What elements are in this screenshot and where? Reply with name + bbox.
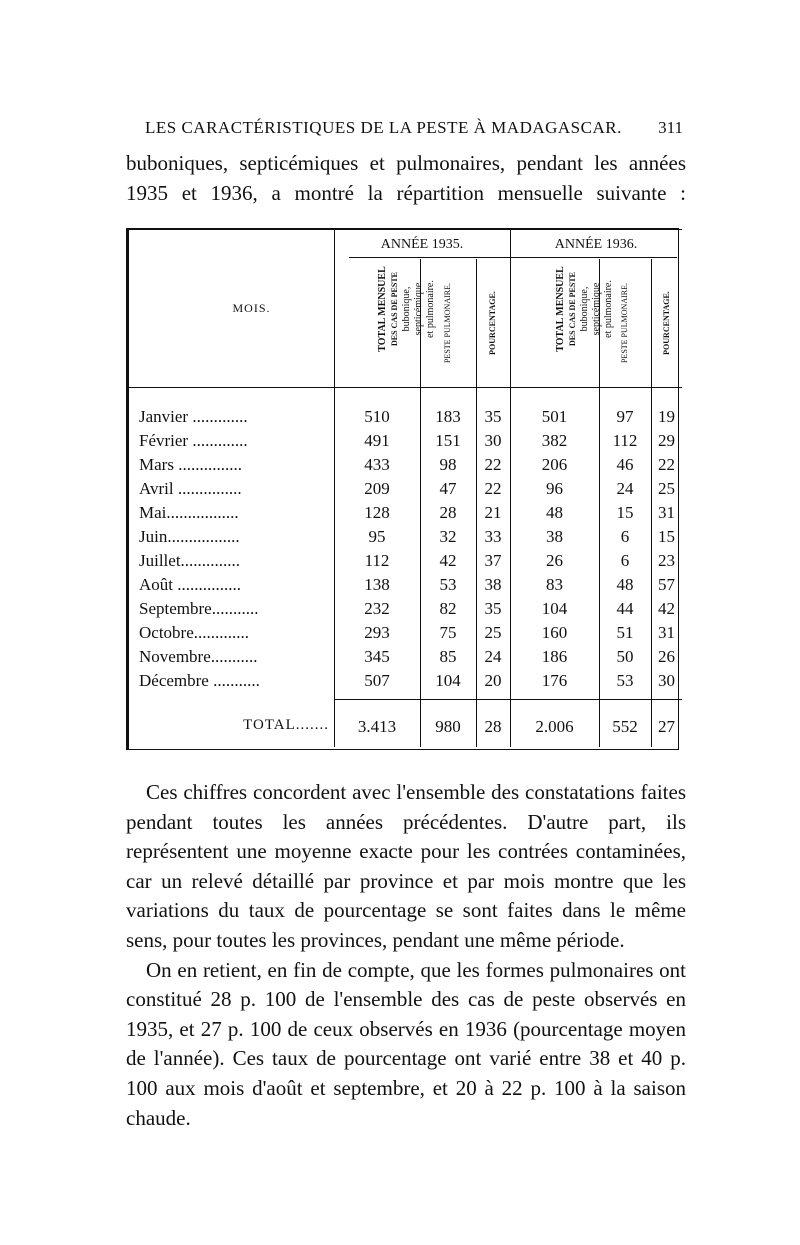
table-row <box>129 431 682 455</box>
pulm-1936-cell: 46 <box>616 455 634 474</box>
running-title: LES CARACTÉRISTIQUES DE LA PESTE À MADAGASCAR. <box>145 118 622 137</box>
pulm-1936-cell: 15 <box>616 503 634 522</box>
pulm-1936-cell: 6 <box>620 527 630 546</box>
table-row <box>129 503 682 527</box>
total-1935-cell: 345 <box>364 647 390 666</box>
pct-1935-cell: 37 <box>484 551 502 570</box>
pulm-1936-cell: 44 <box>616 599 634 618</box>
total-1936-cell: 176 <box>541 671 568 690</box>
col-total-line3: bubonique, <box>579 286 590 332</box>
pct-1936-cell: 42 <box>658 599 675 618</box>
pulm-1935-cell: 104 <box>435 671 461 690</box>
pulm-1936-cell: 97 <box>616 407 634 426</box>
pct-1935-cell: 22 <box>484 455 502 474</box>
intro-line-2: 1935 et 1936, a montré la répartition mensuelle suivante : <box>126 181 686 205</box>
total-row <box>129 717 682 741</box>
total-1936-cell: 382 <box>541 431 568 450</box>
month-cell: Mars ............... <box>139 455 242 474</box>
pulm-1935-cell: 85 <box>439 647 457 666</box>
running-header <box>145 118 683 144</box>
table-row <box>129 623 682 647</box>
col-total-line4: septicémique <box>413 282 424 336</box>
pulm-1936-cell: 50 <box>616 647 634 666</box>
pulm-1936-cell: 24 <box>616 479 634 498</box>
pulm-1935-cell: 75 <box>439 623 457 642</box>
month-cell: Octobre............. <box>139 623 250 642</box>
col-pulm-1936-header: PESTE PULMONAIRE. <box>620 283 629 364</box>
pulm-1936-cell: 112 <box>612 431 638 450</box>
pulm-1935-cell: 980 <box>435 717 461 736</box>
intro-line-1: buboniques, septicémiques et pulmonaires, pendant les années <box>126 151 686 175</box>
pulm-1935-cell: 82 <box>439 599 457 618</box>
pulm-1935-cell: 53 <box>439 575 457 594</box>
page-number: 311 <box>658 118 683 137</box>
total-1935-cell: 95 <box>368 527 386 546</box>
pulm-1935-cell: 151 <box>435 431 461 450</box>
pulm-1936-cell: 51 <box>616 623 634 642</box>
col-total-line5: et pulmonaire. <box>425 280 436 338</box>
pulm-1935-cell: 183 <box>435 407 461 426</box>
pct-1935-cell: 38 <box>484 575 502 594</box>
col-total-line2: DES CAS DE PESTE <box>568 271 577 347</box>
month-cell: Février ............. <box>139 431 248 450</box>
pct-1936-cell: 26 <box>658 647 675 666</box>
pct-1935-cell: 22 <box>484 479 502 498</box>
col-pulm-1935-header: PESTE PULMONAIRE. <box>443 283 452 364</box>
col-pct-1936-header: POURCENTAGE. <box>662 291 671 355</box>
total-1936-cell: 38 <box>546 527 563 546</box>
col-pct-1935-header: POURCENTAGE. <box>488 291 497 355</box>
pct-1936-cell: 25 <box>658 479 675 498</box>
pct-1935-cell: 35 <box>484 407 502 426</box>
pulm-1936-cell: 48 <box>616 575 634 594</box>
table-row <box>129 599 682 623</box>
month-cell: Janvier ............. <box>139 407 248 426</box>
col-total-line5: et pulmonaire. <box>603 280 614 338</box>
year-1935-header: ANNÉE 1935. <box>380 237 464 252</box>
month-cell: Mai................. <box>139 503 239 522</box>
col-total-line4: septicémique <box>591 282 602 336</box>
total-1935-cell: 112 <box>364 551 390 570</box>
total-rule <box>334 699 682 700</box>
total-1936-cell: 83 <box>546 575 563 594</box>
total-1936-cell: 186 <box>541 647 568 666</box>
paragraph-2: On en retient, en fin de compte, que les formes pulmonaires ont constitué 28 p. 100 de l'ensemble des cas de peste observés en 1935, et 27 p. 100 de ceux observés en 1936 (pourcentage moyen de l'année). Ces taux de pourcentage ont varié entre 38 et 40 p. 100 aux mois d'août et septembre, et 20 à 22 p. 100 à la saison chaude. <box>126 957 686 1130</box>
total-1935-cell: 128 <box>364 503 390 522</box>
total-1935-cell: 491 <box>364 431 390 450</box>
table-row <box>129 647 682 671</box>
pct-1936-cell: 23 <box>658 551 675 570</box>
month-cell: Juillet.............. <box>139 551 241 570</box>
pct-1936-cell: 19 <box>658 407 675 426</box>
total-1935-cell: 138 <box>364 575 390 594</box>
pulm-1936-cell: 53 <box>616 671 634 690</box>
total-label: TOTAL....... <box>243 717 329 733</box>
total-1936-cell: 48 <box>546 503 563 522</box>
pct-1935-cell: 25 <box>484 623 502 642</box>
total-1935-cell: 293 <box>364 623 390 642</box>
pulm-1935-cell: 98 <box>439 455 457 474</box>
month-cell: Avril ............... <box>139 479 242 498</box>
total-1935-cell: 433 <box>364 455 390 474</box>
total-1936-cell: 206 <box>541 455 568 474</box>
table-row <box>129 455 682 479</box>
col-total-line1: TOTAL MENSUEL <box>377 266 388 352</box>
paragraph-1: Ces chiffres concordent avec l'ensemble des constatations faites pendant toutes les années précédentes. D'autre part, ils représentent une moyenne exacte pour les contrées contaminées, car un relevé détaillé par province et par mois montre que les variations du taux de pourcentage se sont faites dans le même sens, pour toutes les provinces, pendant une même période. <box>126 780 686 952</box>
table-row <box>129 671 682 695</box>
month-cell: Novembre........... <box>139 647 258 666</box>
pct-1935-cell: 33 <box>484 527 502 546</box>
col-total-line2: DES CAS DE PESTE <box>390 271 399 347</box>
month-cell: Décembre ........... <box>139 671 260 690</box>
pct-1935-cell: 21 <box>484 503 502 522</box>
month-cell: Juin................. <box>139 527 240 546</box>
pulm-1936-cell: 552 <box>612 717 638 736</box>
pct-1936-cell: 31 <box>658 503 675 522</box>
table-row <box>129 479 682 503</box>
pulm-1935-cell: 42 <box>439 551 457 570</box>
total-1935-cell: 232 <box>364 599 390 618</box>
total-1935-cell: 507 <box>364 671 390 690</box>
pct-1935-cell: 28 <box>484 717 502 736</box>
total-1936-cell: 96 <box>546 479 563 498</box>
table-row <box>129 575 682 599</box>
pct-1936-cell: 31 <box>658 623 675 642</box>
body-text <box>126 778 686 1133</box>
table-row <box>129 407 682 431</box>
pct-1936-cell: 27 <box>658 717 675 736</box>
pct-1936-cell: 57 <box>658 575 675 594</box>
pct-1935-cell: 24 <box>484 647 502 666</box>
total-1935-cell: 3.413 <box>357 717 397 736</box>
pct-1936-cell: 15 <box>658 527 675 546</box>
month-column-header: MOIS. <box>232 301 271 315</box>
plague-monthly-table <box>126 228 679 750</box>
total-1936-cell: 501 <box>541 407 568 426</box>
month-cell: Septembre........... <box>139 599 259 618</box>
pct-1935-cell: 35 <box>484 599 502 618</box>
pct-1936-cell: 29 <box>658 431 675 450</box>
pct-1936-cell: 30 <box>658 671 675 690</box>
table-row <box>129 527 682 551</box>
pct-1936-cell: 22 <box>658 455 675 474</box>
table-top-rule <box>129 229 682 230</box>
pulm-1935-cell: 28 <box>439 503 457 522</box>
col-total-line1: TOTAL MENSUEL <box>555 266 566 352</box>
pulm-1935-cell: 32 <box>439 527 457 546</box>
total-1936-cell: 2.006 <box>535 717 574 736</box>
year-1936-header: ANNÉE 1936. <box>554 237 638 252</box>
month-cell: Août ............... <box>139 575 241 594</box>
total-1936-cell: 104 <box>541 599 568 618</box>
pct-1935-cell: 30 <box>484 431 502 450</box>
total-1936-cell: 160 <box>541 623 568 642</box>
table-row <box>129 551 682 575</box>
col-total-line3: bubonique, <box>401 286 412 332</box>
total-1935-cell: 510 <box>364 407 390 426</box>
pulm-1936-cell: 6 <box>620 551 630 570</box>
total-1936-cell: 26 <box>546 551 563 570</box>
total-1935-cell: 209 <box>364 479 390 498</box>
pct-1935-cell: 20 <box>484 671 502 690</box>
pulm-1935-cell: 47 <box>439 479 457 498</box>
